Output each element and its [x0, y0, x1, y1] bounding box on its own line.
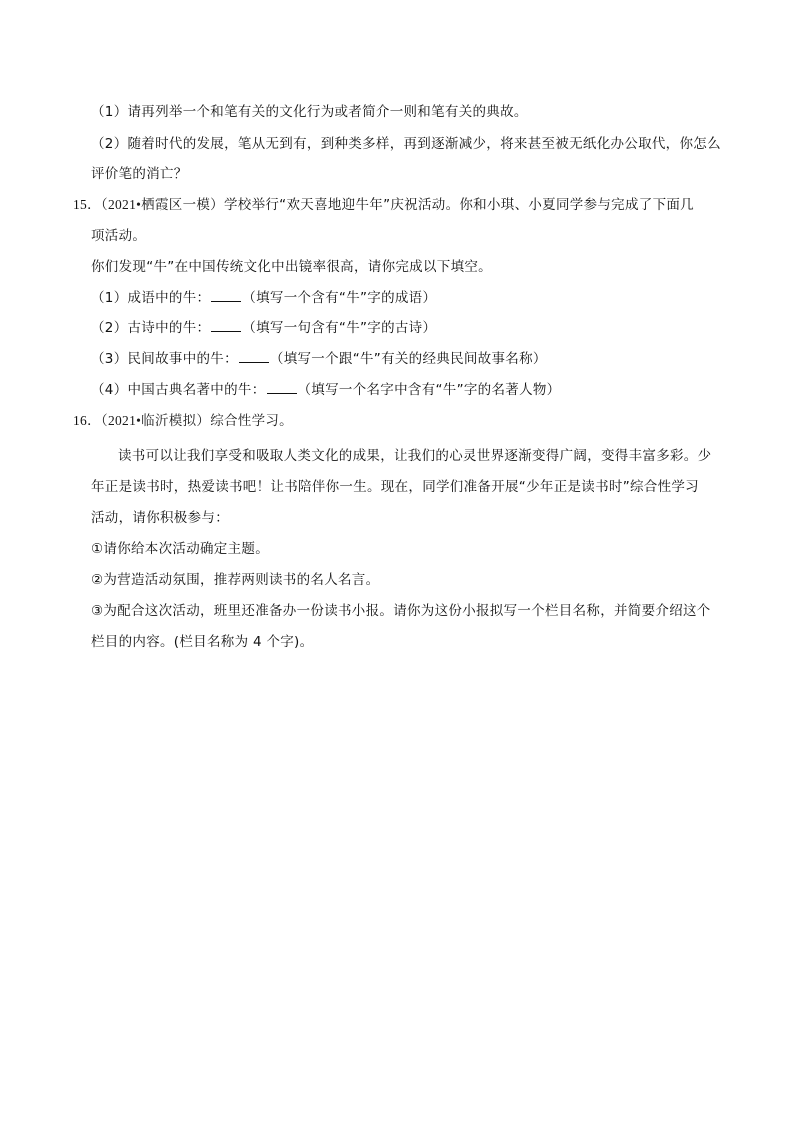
q15-item-2 [91, 318, 436, 338]
q14-sub2-line1: （2）随着时代的发展，笔从无到有，到种类多样，再到逐渐减少，将来甚至被无纸化办公取代，你怎么 [91, 136, 721, 152]
q15-item-3-prefix: （3）民间故事中的牛： [91, 351, 238, 367]
q16-header [73, 411, 293, 431]
answer-blank[interactable] [239, 349, 269, 363]
q16-number: 16． [73, 413, 101, 428]
q16-source: （2021•临沂模拟） [100, 413, 211, 428]
q15-stem-line2: 项活动。 [91, 228, 147, 244]
q15-item-3-suffix: （填写一个跟“牛”有关的经典民间故事名称） [269, 351, 547, 367]
answer-blank[interactable] [211, 318, 241, 332]
q14-sub2-line2: 评价笔的消亡？ [91, 166, 188, 182]
q16-task-3-line1: ③为配合这次活动，班里还准备办一份读书小报。请你为这份小报拟写一个栏目名称，并简要介绍这个 [91, 603, 711, 619]
q16-title: 综合性学习。 [210, 413, 293, 428]
q16-para-line2: 年正是读书时，热爱读书吧！让书陪伴你一生。现在，同学们准备开展“少年正是读书时”综合性学习 [91, 479, 699, 495]
q15-item-2-prefix: （2）古诗中的牛： [91, 320, 211, 336]
q15-item-2-suffix: （填写一句含有“牛”字的古诗） [242, 320, 437, 336]
q16-task-2: ②为营造活动氛围，推荐两则读书的名人名言。 [91, 572, 380, 588]
q15-source: （2021•栖霞区一模） [100, 197, 224, 212]
q15-item-1-suffix: （填写一个含有“牛”字的成语） [242, 290, 437, 306]
q15-intro: 你们发现“牛”在中国传统文化中出镜率很高，请你完成以下填空。 [91, 259, 492, 275]
q15-item-4-suffix: （填写一个名字中含有“牛”字的名著人物） [297, 382, 561, 398]
answer-blank[interactable] [267, 380, 297, 394]
q16-task-1: ①请你给本次活动确定主题。 [91, 541, 270, 557]
q15-item-1-prefix: （1）成语中的牛： [91, 290, 211, 306]
answer-blank[interactable] [211, 288, 241, 302]
q15-item-1 [91, 288, 436, 308]
q16-task-3-line2: 栏目的内容。(栏目名称为 4 个字)。 [91, 634, 314, 650]
q15-item-3 [91, 349, 547, 369]
q15-header [73, 195, 694, 215]
q14-sub1: （1）请再列举一个和笔有关的文化行为或者简介一则和笔有关的典故。 [91, 104, 528, 120]
q16-para-line1: 读书可以让我们享受和吸取人类文化的成果，让我们的心灵世界逐渐变得广阔，变得丰富多彩。少 [118, 448, 712, 464]
q15-item-4-prefix: （4）中国古典名著中的牛： [91, 382, 266, 398]
q16-para-line3: 活动，请你积极参与： [91, 510, 229, 526]
q15-item-4 [91, 380, 561, 400]
q15-stem-line1: 学校举行“欢天喜地迎牛年”庆祝活动。你和小琪、小夏同学参与完成了下面几 [223, 197, 694, 213]
q15-number: 15． [73, 197, 101, 212]
